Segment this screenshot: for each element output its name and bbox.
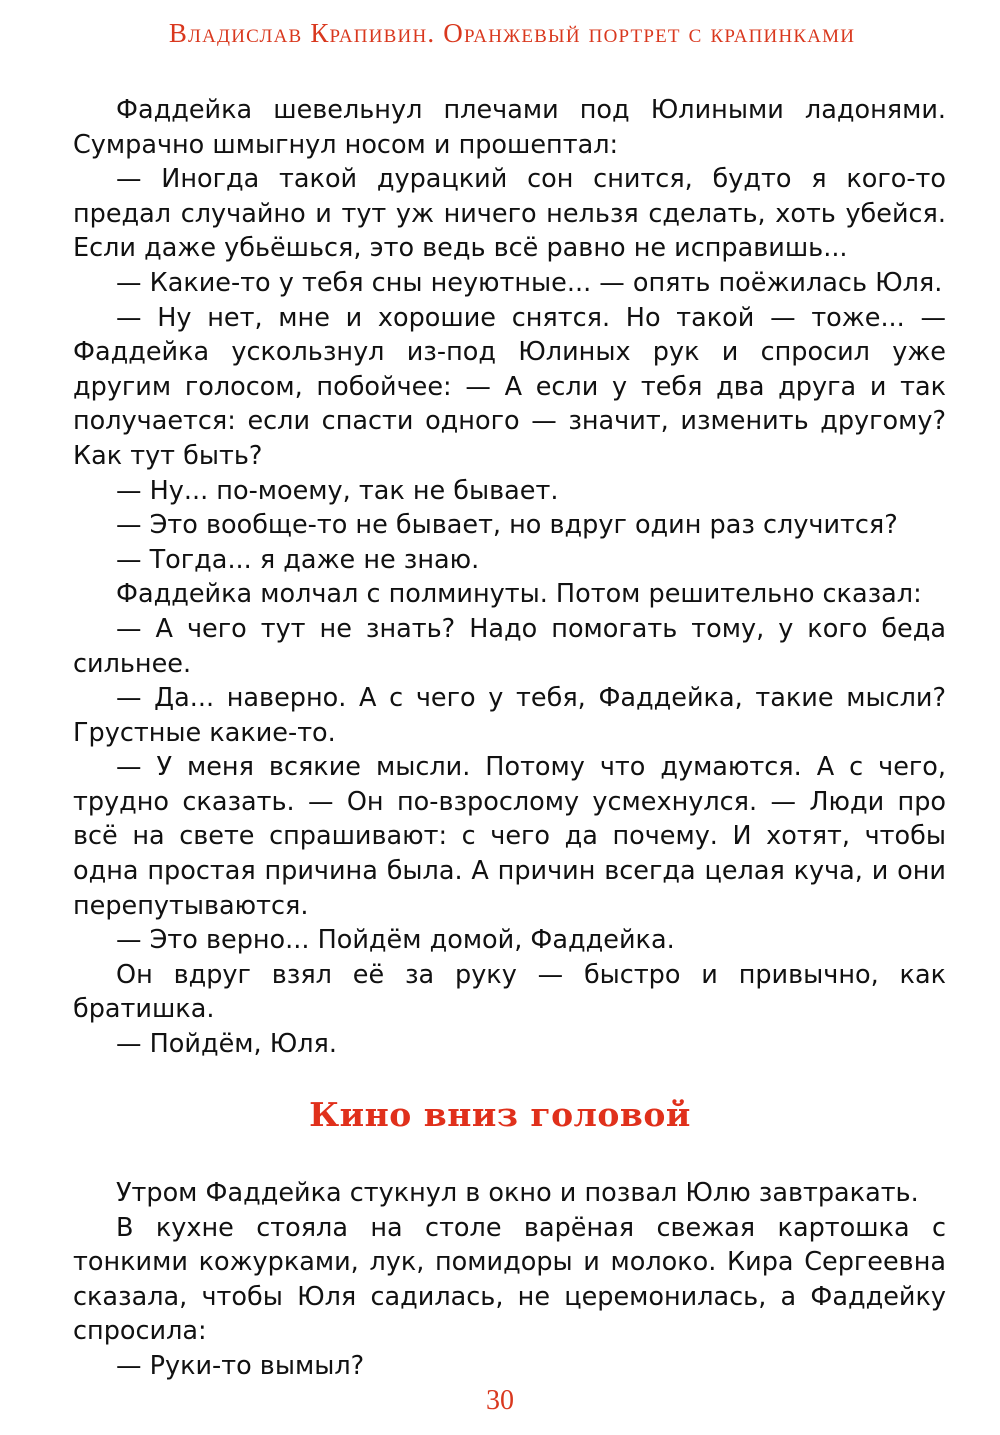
text-section-2 [73, 1176, 946, 1384]
paragraph: — Это вообще-то не бывает, но вдруг один раз случится? [116, 510, 898, 541]
paragraph: Он вдруг взял её за руку — быстро и привычно, как братишка. [73, 959, 946, 1025]
page-number: 30 [486, 1385, 514, 1416]
text-section-1 [73, 93, 946, 1062]
running-header: Владислав Крапивин. Оранжевый портрет с крапинками [168, 18, 856, 48]
paragraph: — Тогда... я даже не знаю. [116, 544, 480, 575]
chapter-title: Кино вниз головой [309, 1095, 691, 1134]
paragraph: — А чего тут не знать? Надо помогать тому, у кого беда сильнее. [73, 613, 946, 679]
paragraph: В кухне стояла на столе варёная свежая картошка с тонкими кожурками, лук, помидоры и молоко. Кира Сергеевна сказала, чтобы Юля садилась, не церемонилась, а Фаддейку спросила: [73, 1212, 946, 1347]
paragraph: Фаддейка шевельнул плечами под Юлиными ладонями. Сумрачно шмыгнул носом и прошептал: [73, 95, 946, 160]
paragraph: — Пойдём, Юля. [116, 1029, 337, 1060]
paragraph: — Ну... по-моему, так не бывает. [116, 475, 559, 506]
paragraph: Фаддейка молчал с полминуты. Потом решительно сказал: [116, 579, 922, 610]
paragraph: — Какие-то у тебя сны неуютные... — опять поёжилась Юля. [116, 267, 943, 298]
paragraph: — Это верно... Пойдём домой, Фаддейка. [116, 925, 675, 956]
paragraph: Утром Фаддейка стукнул в окно и позвал Юлю завтракать. [116, 1178, 919, 1208]
paragraph: — Ну нет, мне и хорошие снятся. Но такой — тоже... — Фаддейка ускользнул из-под Юлиных рук и спросил уже другим голосом, побойчее: — А если у тебя два друга и так получается: если спасти одного — значит, изменить другому? Как тут быть? [73, 302, 946, 471]
paragraph: — У меня всякие мысли. Потому что думаются. А с чего, трудно сказать. — Он по-взрослому усмехнулся. — Люди про всё на свете спрашивают: с чего да почему. И хотят, чтобы одна простая причина была. А причин всегда целая куча, и они перепутываются. [73, 752, 946, 921]
paragraph: — Иногда такой дурацкий сон снится, будто я кого-то предал случайно и тут уж ничего нельзя сделать, хоть убейся. Если даже убьёшься, это ведь всё равно не исправишь... [73, 164, 946, 264]
paragraph: — Руки-то вымыл? [116, 1350, 365, 1381]
paragraph: — Да... наверно. А с чего у тебя, Фаддейка, такие мысли? Грустные какие-то. [73, 683, 946, 748]
